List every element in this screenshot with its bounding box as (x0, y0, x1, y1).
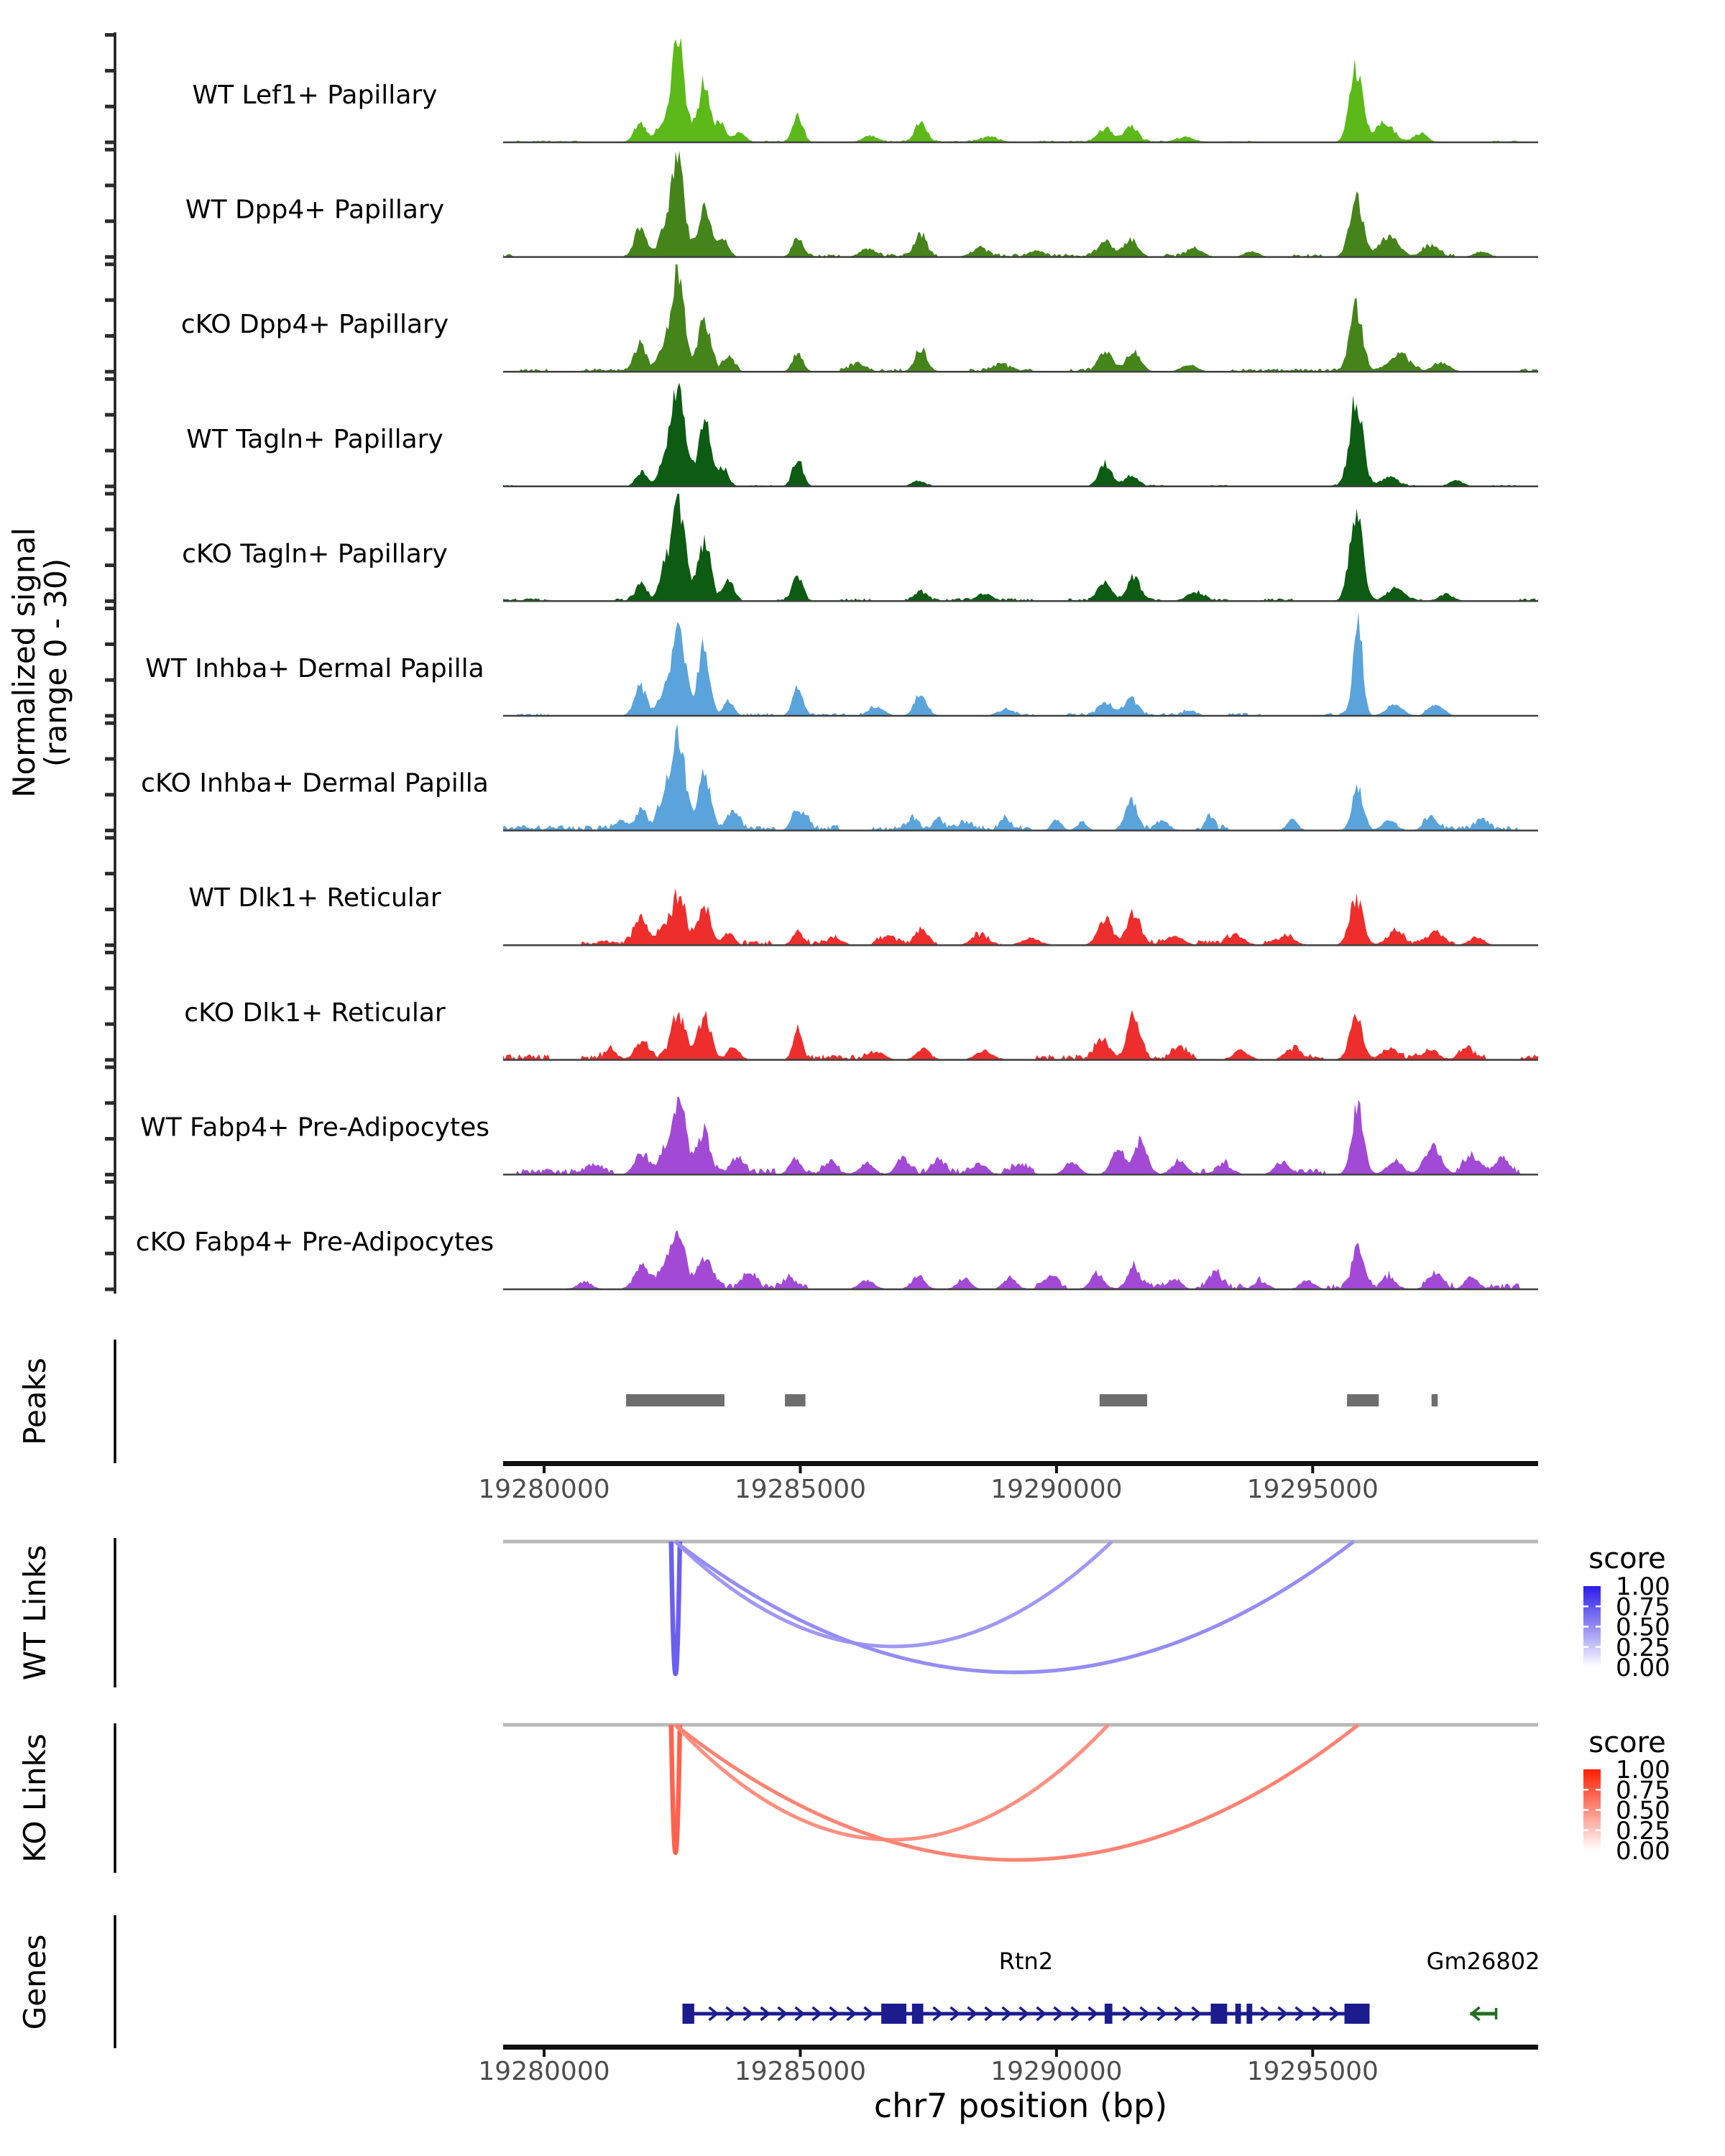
link-arc (671, 1542, 680, 1674)
section-label-wt-links: WT Links (17, 1544, 52, 1681)
peak-interval (785, 1394, 806, 1406)
coverage-track-panel (181, 264, 1538, 372)
coverage-track-panel (140, 1097, 1538, 1175)
legend-tick-label: 1.00 (1616, 1572, 1670, 1601)
legend-tick-label: 0.50 (1616, 1613, 1670, 1642)
coverage-area (503, 494, 1538, 601)
link-arc (676, 1542, 1354, 1672)
gene-exon (881, 2004, 906, 2024)
coverage-track-panel (136, 1227, 1538, 1289)
coverage-track-panel (141, 724, 1538, 831)
section-label-genes: Genes (17, 1934, 52, 2030)
x-axis-bar (503, 1461, 1538, 1466)
coverage-area (503, 37, 1538, 142)
gene-exon (1105, 2004, 1113, 2024)
x-axis-tick-label: 19280000 (478, 2057, 610, 2086)
coverage-area (503, 1097, 1538, 1175)
link-arc (676, 1725, 1108, 1840)
legend-tick-label: 0.25 (1616, 1633, 1670, 1662)
legend-tick-label: 0.00 (1616, 1837, 1670, 1866)
link-arc (676, 1542, 1112, 1646)
coverage-area (503, 1230, 1538, 1289)
coverage-track-label: WT Tagln+ Papillary (186, 424, 443, 454)
coverage-tracks (136, 37, 1538, 1289)
x-axis-tick-label: 19290000 (990, 2057, 1123, 2086)
coverage-track-label: cKO Fabp4+ Pre-Adipocytes (135, 1227, 494, 1257)
score-legend (1583, 1572, 1670, 1682)
peak-interval (1100, 1394, 1147, 1406)
coverage-area (503, 151, 1538, 257)
coverage-area (503, 612, 1538, 717)
y-axis-label-line2: (range 0 - 30) (38, 558, 73, 768)
coverage-area (503, 724, 1538, 831)
legend-tick-label: 1.00 (1616, 1756, 1670, 1784)
score-legend (1583, 1756, 1670, 1866)
x-axis-bar (503, 2045, 1538, 2050)
coverage-track-label: WT Dlk1+ Reticular (188, 883, 441, 913)
links-panel (503, 1725, 1538, 1860)
x-axis-tick-label: 19290000 (990, 1475, 1123, 1504)
gene-exon (683, 2004, 694, 2024)
gene-exon (912, 2004, 924, 2024)
x-axis-tick-label: 19295000 (1246, 2057, 1379, 2086)
x-axis-tick-label: 19285000 (734, 1475, 867, 1504)
link-arc (671, 1725, 680, 1853)
coverage-track-panel (182, 494, 1538, 601)
coverage-track-label: cKO Tagln+ Papillary (182, 539, 448, 569)
section-label-peaks: Peaks (17, 1358, 52, 1445)
coverage-track-label: WT Dpp4+ Papillary (185, 195, 445, 225)
x-axis-top (478, 1461, 1538, 1504)
y-axis (105, 32, 115, 1294)
coverage-area (503, 1010, 1538, 1060)
x-axis-tick-label: 19280000 (478, 1475, 610, 1504)
x-axis-bottom (478, 2045, 1538, 2086)
link-arc (676, 1725, 1358, 1860)
coverage-track-panel (186, 382, 1538, 486)
coverage-track-panel (185, 151, 1538, 257)
peak-interval (1432, 1394, 1438, 1406)
coverage-track-label: cKO Inhba+ Dermal Papilla (141, 768, 489, 798)
links-panel (503, 1542, 1538, 1674)
gene-name-label: Rtn2 (998, 1948, 1054, 1975)
score-legends (1583, 1572, 1670, 1866)
legend-tick-label: 0.75 (1616, 1776, 1670, 1805)
wt-score-legend-title: score (1588, 1542, 1666, 1575)
peak-interval (626, 1394, 724, 1406)
coverage-track-label: WT Lef1+ Papillary (192, 80, 438, 110)
gene (683, 1948, 1370, 2024)
legend-tick-label: 0.00 (1616, 1654, 1670, 1682)
coverage-track-label: WT Fabp4+ Pre-Adipocytes (140, 1112, 489, 1143)
coverage-track-label: cKO Dpp4+ Papillary (180, 310, 449, 340)
coverage-track-panel (145, 612, 1538, 717)
x-axis-tick-label: 19295000 (1246, 1475, 1379, 1504)
coverage-track-panel (193, 37, 1538, 142)
y-axis-label-line1: Normalized signal (6, 528, 42, 798)
gene (1427, 1948, 1540, 2020)
legend-tick-label: 0.50 (1616, 1796, 1670, 1825)
coverage-track-panel (188, 883, 1538, 945)
gene-exon (1210, 2004, 1227, 2024)
coverage-area (503, 888, 1538, 946)
coverage-track-panel (184, 998, 1538, 1060)
coverage-area (503, 264, 1538, 372)
peaks-track (626, 1394, 1438, 1406)
gene-name-label: Gm26802 (1426, 1948, 1540, 1975)
ko-score-legend-title: score (1588, 1726, 1666, 1759)
gene-exon (1345, 2004, 1370, 2024)
gene-exon (1236, 2004, 1241, 2024)
coverage-track-label: cKO Dlk1+ Reticular (184, 998, 446, 1028)
coverage-area (503, 382, 1538, 486)
x-axis-tick-label: 19285000 (734, 2057, 867, 2086)
peak-interval (1347, 1394, 1379, 1406)
x-axis-title: chr7 position (bp) (873, 2086, 1168, 2125)
links-tracks (503, 1542, 1538, 1860)
gene-exon (1246, 2004, 1252, 2024)
genes-track (683, 1948, 1540, 2024)
legend-tick-label: 0.25 (1616, 1816, 1670, 1846)
legend-tick-label: 0.75 (1616, 1593, 1670, 1622)
section-label-ko-links: KO Links (17, 1733, 52, 1863)
coverage-track-label: WT Inhba+ Dermal Papilla (145, 654, 484, 683)
